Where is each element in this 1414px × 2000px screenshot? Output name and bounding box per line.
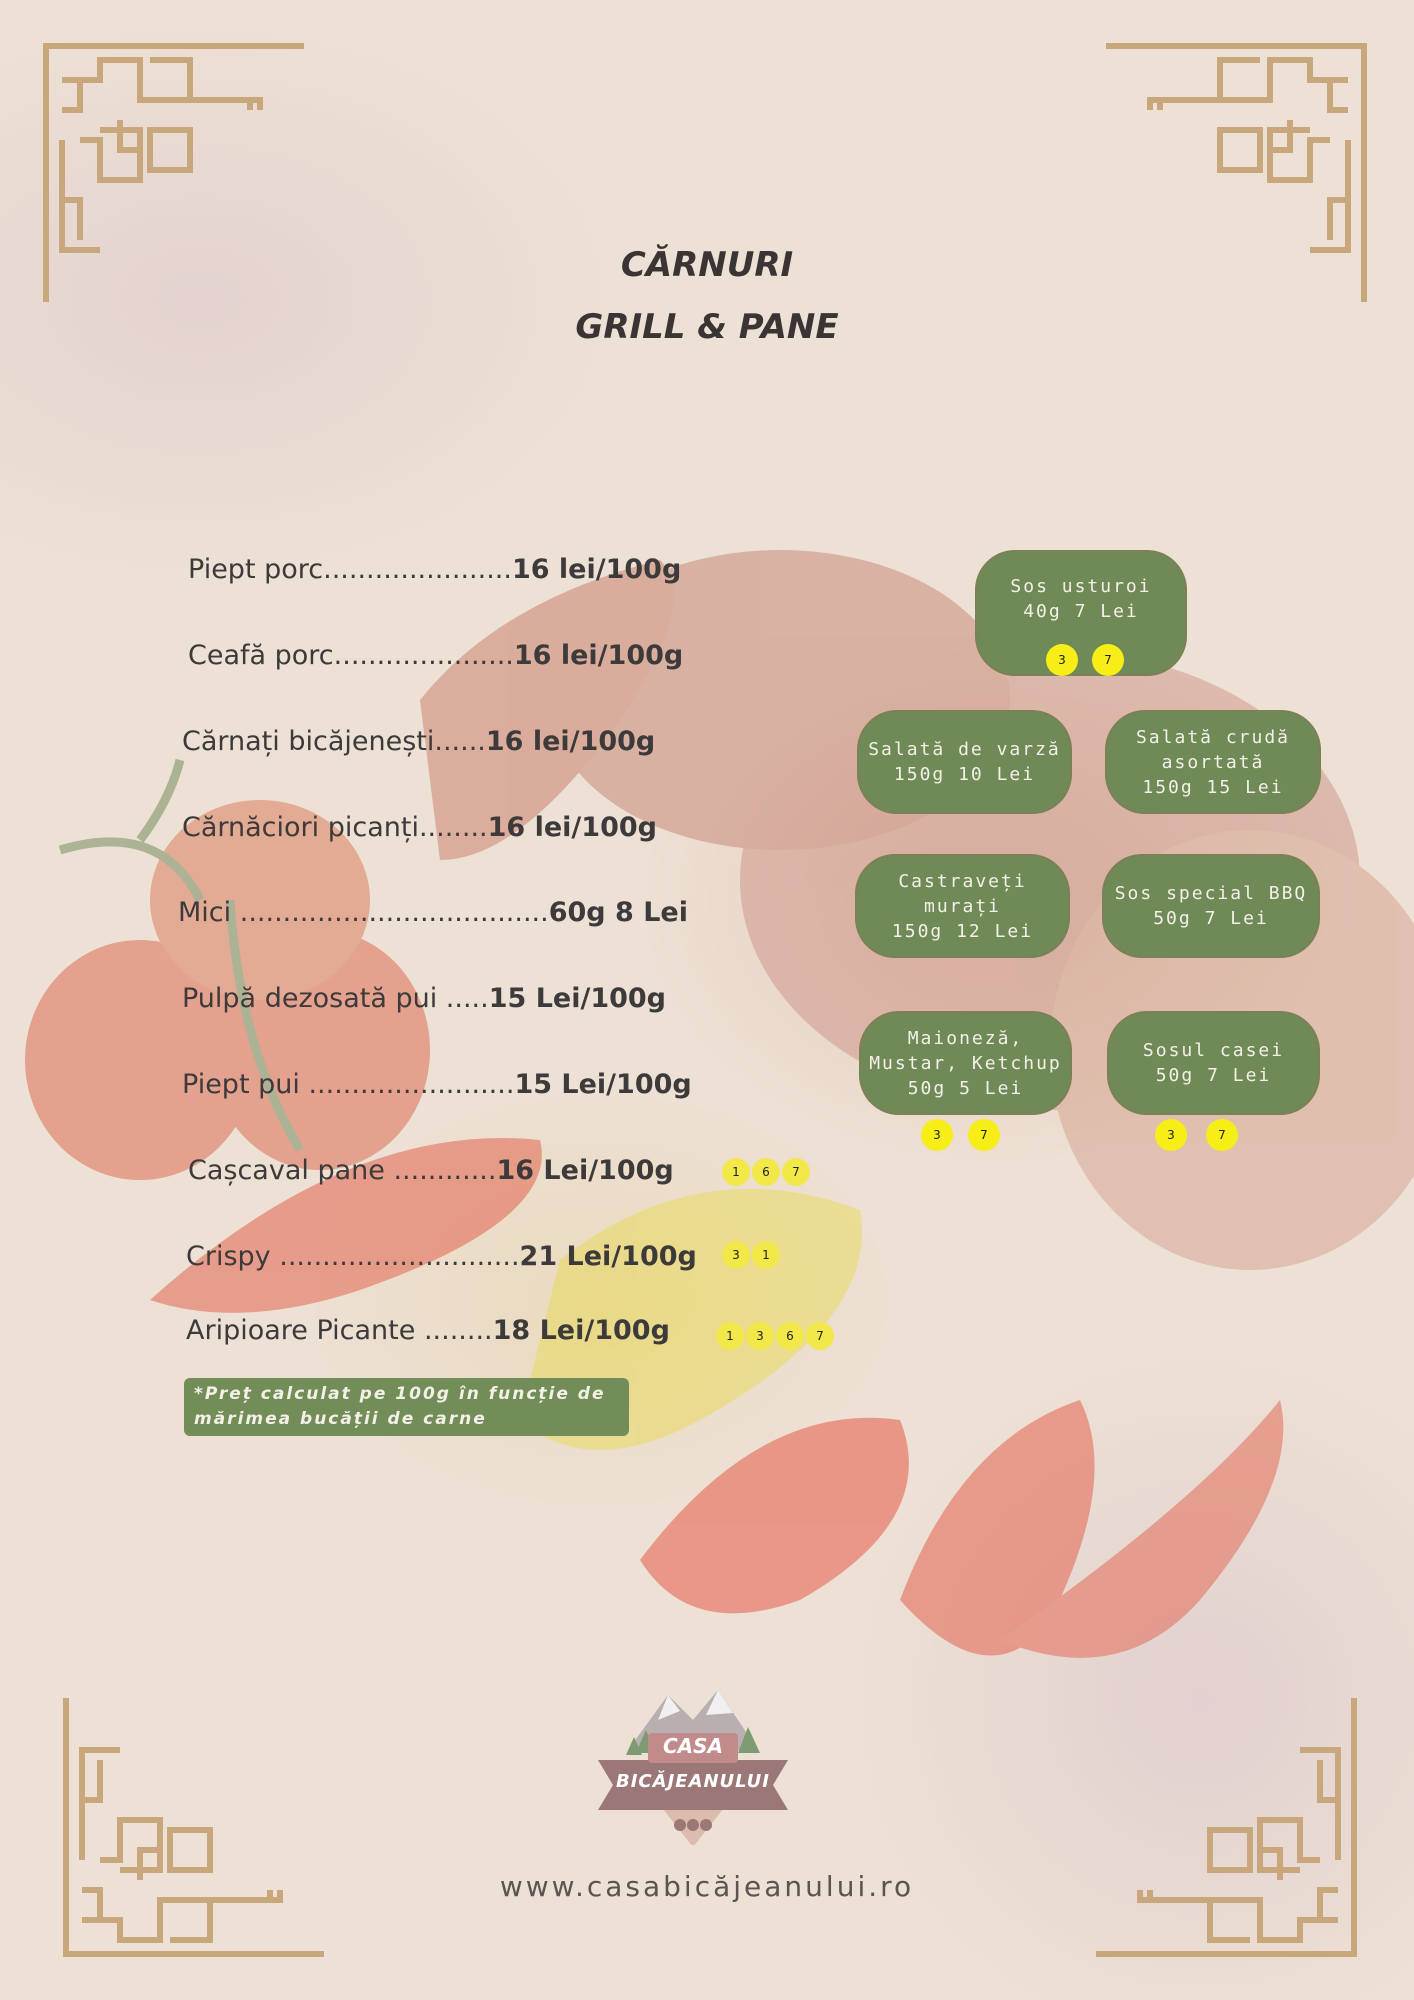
item-dots: ............................ [279, 1241, 520, 1272]
item-price: 16 lei/100g [513, 640, 684, 671]
item-name: Ceafă porc [188, 640, 334, 671]
menu-item [186, 1241, 697, 1272]
item-price: 16 lei/100g [511, 554, 682, 585]
allergen-badge: 3 [1046, 644, 1078, 676]
side-item [1107, 1011, 1320, 1115]
allergen-badge: 7 [1092, 644, 1124, 676]
price-note: *Preț calculat pe 100g în funcție de mărimea bucății de carne [184, 1378, 629, 1436]
allergen-badge: 3 [1155, 1119, 1187, 1151]
allergen-badge: 6 [752, 1158, 780, 1186]
item-name: Cărnăciori picanți [182, 812, 419, 843]
side-item [1102, 854, 1320, 958]
item-name: Piept pui [182, 1069, 309, 1100]
item-dots: ........ [418, 812, 488, 843]
item-name: Pulpă dezosată pui [182, 983, 446, 1014]
allergen-badge: 3 [921, 1119, 953, 1151]
allergen-badge: 1 [716, 1322, 744, 1350]
side-item [857, 710, 1072, 814]
logo-line2: BICĂJEANULUI [616, 1771, 770, 1792]
mountain-logo-icon [598, 1675, 788, 1845]
side-item-text: Sos usturoi 40g 7 Lei [1010, 576, 1152, 622]
menu-item [182, 812, 657, 843]
allergen-badge: 7 [1206, 1119, 1238, 1151]
allergen-badge: 7 [968, 1119, 1000, 1151]
allergen-badge: 3 [746, 1322, 774, 1350]
allergen-badges [722, 1158, 810, 1186]
allergen-badge: 7 [806, 1322, 834, 1350]
item-dots: ............ [393, 1155, 497, 1186]
side-item-text: Sosul casei 50g 7 Lei [1142, 1040, 1285, 1086]
item-name: Cașcaval pane [188, 1155, 394, 1186]
item-price: 16 lei/100g [487, 812, 657, 843]
side-item-text: Sos special BBQ 50g 7 Lei [1114, 883, 1308, 929]
allergen-badge: 6 [776, 1322, 804, 1350]
corner-ornament-bottom-left [60, 1690, 330, 1960]
item-name: Cărnați bicăjenești [182, 726, 435, 757]
item-dots: .................................... [239, 897, 549, 928]
item-price: 16 lei/100g [485, 726, 656, 757]
item-dots: ...... [434, 726, 486, 757]
allergen-badge: 7 [782, 1158, 810, 1186]
item-price: 21 Lei/100g [519, 1241, 697, 1272]
side-item [975, 550, 1187, 676]
menu-item [188, 1155, 674, 1186]
side-item-text: Maioneză, Mustar, Ketchup 50g 5 Lei [869, 1027, 1062, 1099]
allergen-badges [716, 1322, 834, 1350]
item-dots: ..... [445, 983, 489, 1014]
page-title-line1: CĂRNURI [620, 245, 794, 285]
item-name: Piept porc [188, 554, 324, 585]
logo-line1: CASA [662, 1734, 724, 1758]
menu-item [188, 640, 683, 671]
corner-ornament-bottom-right [1090, 1690, 1360, 1960]
website-url: www.casabicăjeanului.ro [499, 1870, 915, 1903]
side-item-text: Salată crudă asortată 150g 15 Lei [1135, 726, 1291, 798]
allergen-badge: 1 [752, 1241, 780, 1269]
item-dots: ........................ [308, 1069, 515, 1100]
item-price: 60g 8 Lei [548, 897, 688, 928]
side-item [1105, 710, 1321, 814]
item-price: 16 Lei/100g [496, 1155, 674, 1186]
side-item-text: Castraveți murați 150g 12 Lei [891, 870, 1034, 942]
menu-item [182, 726, 655, 757]
page-title-line2: GRILL & PANE [575, 307, 839, 347]
item-dots: ........ [423, 1315, 493, 1346]
item-price: 15 Lei/100g [488, 983, 667, 1014]
allergen-badges [722, 1241, 780, 1269]
item-price: 18 Lei/100g [492, 1315, 670, 1346]
menu-item [188, 554, 681, 585]
menu-item [182, 983, 666, 1014]
restaurant-logo [598, 1675, 788, 1845]
side-item [855, 854, 1070, 958]
menu-item [182, 1069, 692, 1100]
item-dots: ...................... [323, 554, 512, 585]
allergen-badge: 3 [722, 1241, 750, 1269]
side-item-text: Salată de varză 150g 10 Lei [868, 739, 1061, 785]
item-name: Crispy [186, 1241, 280, 1272]
item-price: 15 Lei/100g [514, 1069, 692, 1100]
item-name: Mici [178, 897, 240, 928]
menu-item [178, 897, 688, 928]
allergen-badge: 1 [722, 1158, 750, 1186]
item-dots: ..................... [333, 640, 514, 671]
item-name: Aripioare Picante [186, 1315, 424, 1346]
menu-item [186, 1315, 670, 1346]
side-item [859, 1011, 1072, 1115]
